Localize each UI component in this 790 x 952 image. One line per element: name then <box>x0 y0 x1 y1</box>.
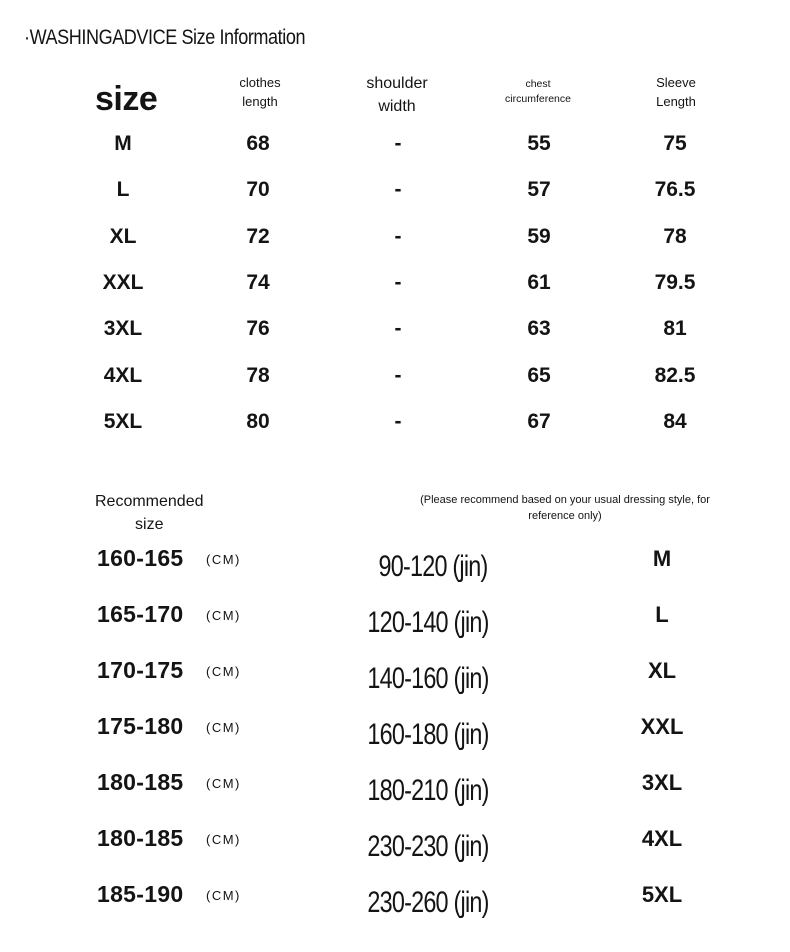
clothes-length-cell: 72 <box>246 224 270 248</box>
recommended-size: 4XL <box>641 826 683 851</box>
height-range: 165-170 <box>97 601 184 627</box>
recommend-note-line2: reference only) <box>528 509 602 522</box>
height-range: 175-180 <box>97 713 184 739</box>
page-title: ·WASHINGADVICE Size Information <box>24 26 306 49</box>
cm-unit: (CM) <box>206 608 241 623</box>
weight-range: 120-140 (jin) <box>367 606 489 639</box>
chest-cell: 67 <box>527 409 551 433</box>
weight-range: 90-120 (jin) <box>378 550 488 583</box>
shoulder-width-cell: - <box>394 409 402 433</box>
size-cell: M <box>114 132 132 155</box>
recommended-size-label <box>95 490 204 536</box>
size-header: size <box>95 80 158 118</box>
weight-range: 230-260 (jin) <box>367 886 489 919</box>
sleeve-length-cell: 75 <box>663 132 687 155</box>
sleeve-length-cell: 79.5 <box>654 270 696 294</box>
recommended-size: XXL <box>640 714 684 739</box>
sleeve-length-cell: 82.5 <box>654 363 696 387</box>
size-cell: 3XL <box>103 317 143 341</box>
sleeve-length-cell: 76.5 <box>654 178 696 202</box>
weight-range: 230-230 (jin) <box>367 830 489 863</box>
recommended-size: M <box>652 546 672 571</box>
clothes-length-cell: 80 <box>246 409 270 433</box>
chest-cell: 55 <box>527 132 551 155</box>
weight-range: 140-160 (jin) <box>367 662 489 695</box>
clothes-length-cell: 74 <box>246 270 270 294</box>
clothes-length-cell: 70 <box>246 178 270 202</box>
chest-cell: 63 <box>527 317 551 341</box>
chest-cell: 57 <box>527 178 551 202</box>
recommended-size: L <box>655 602 669 627</box>
shoulder-width-cell: - <box>394 178 402 202</box>
sleeve-length-cell: 78 <box>663 224 687 248</box>
clothes-length-header-line2: length <box>242 93 278 109</box>
clothes-length-cell: 78 <box>246 363 270 387</box>
shoulder-width-header-line1: shoulder <box>366 75 428 92</box>
shoulder-width-header <box>366 72 427 118</box>
recommended-size: 3XL <box>641 770 683 795</box>
chest-cell: 59 <box>527 224 551 248</box>
chest-header-line1: chest <box>525 78 551 90</box>
cm-unit: (CM) <box>206 832 241 847</box>
size-cell: 5XL <box>103 409 143 433</box>
shoulder-width-cell: - <box>394 270 402 294</box>
size-cell: XL <box>109 224 137 248</box>
cm-unit: (CM) <box>206 720 241 735</box>
cm-unit: (CM) <box>206 552 241 567</box>
cm-unit: (CM) <box>206 664 241 679</box>
sleeve-length-cell: 81 <box>663 317 687 341</box>
height-range: 170-175 <box>97 657 184 683</box>
shoulder-width-cell: - <box>394 363 402 387</box>
sleeve-length-header <box>656 74 696 112</box>
sleeve-header-line1: Sleeve <box>656 75 696 90</box>
clothes-length-cell: 68 <box>246 132 270 155</box>
recommended-size: XL <box>647 658 677 683</box>
sleeve-header-line2: Length <box>656 93 696 109</box>
weight-range: 160-180 (jin) <box>367 718 489 751</box>
chest-cell: 65 <box>527 363 551 387</box>
clothes-length-header-line1: clothes <box>239 75 281 90</box>
shoulder-width-cell: - <box>394 224 402 248</box>
cm-unit: (CM) <box>206 888 241 903</box>
sleeve-length-cell: 84 <box>663 409 687 433</box>
shoulder-width-cell: - <box>394 132 402 155</box>
height-range: 160-165 <box>97 545 184 571</box>
clothes-length-cell: 76 <box>246 317 270 341</box>
shoulder-width-header-line2: width <box>378 98 416 116</box>
recommend-note-line1: (Please recommend based on your usual dressing style, for <box>420 494 710 506</box>
height-range: 185-190 <box>97 881 184 907</box>
cm-unit: (CM) <box>206 776 241 791</box>
recommended-size-label-line2: size <box>135 516 164 534</box>
size-cell: 4XL <box>103 363 143 387</box>
recommended-size: 5XL <box>641 882 683 907</box>
chest-cell: 61 <box>527 270 551 294</box>
clothes-length-header <box>239 74 280 112</box>
size-cell: XXL <box>102 270 144 294</box>
height-range: 180-185 <box>97 825 184 851</box>
recommend-note <box>420 493 710 525</box>
recommended-size-label-line1: Recommended <box>95 493 204 510</box>
chest-header-line2: circumference <box>505 93 571 106</box>
size-cell: L <box>116 178 130 202</box>
weight-range: 180-210 (jin) <box>367 774 489 807</box>
shoulder-width-cell: - <box>394 317 402 341</box>
height-range: 180-185 <box>97 769 184 795</box>
chest-circumference-header <box>505 77 571 107</box>
